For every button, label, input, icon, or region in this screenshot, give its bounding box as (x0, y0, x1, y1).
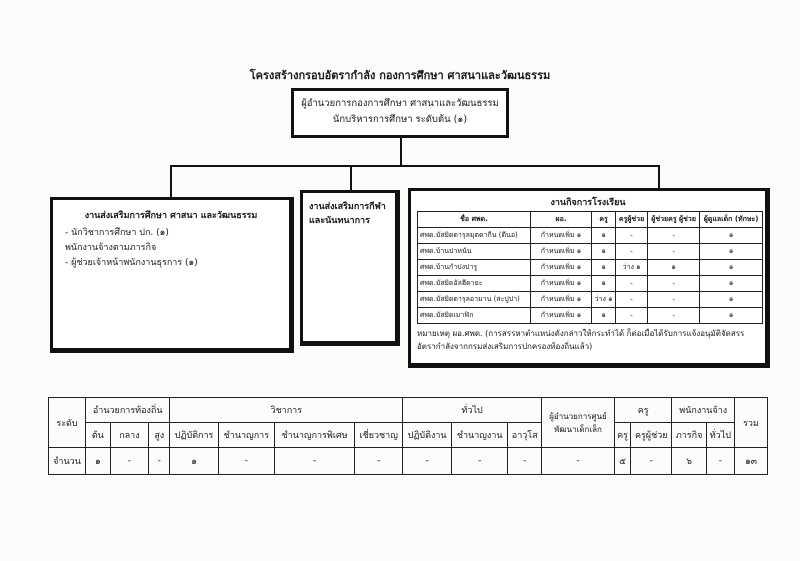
school-name-cell: ศพด.บ้านปาหนัน (418, 244, 531, 260)
sub-header: ปฏิบัติงาน (403, 423, 452, 448)
total-header: รวม (735, 398, 768, 448)
school-name-cell: ศพด.บ้านกำปงปารู (418, 260, 531, 276)
education-promotion-box (50, 197, 294, 353)
sub-header: ชำนาญการ (218, 423, 274, 448)
education-staff-item: พนักงานจ้างตามภารกิจ (65, 243, 157, 253)
summary-value-cell: - (355, 448, 403, 475)
col-header: ผู้ช่วยครู ผู้ช่วย (648, 212, 700, 228)
count-label: จำนวน (49, 448, 86, 475)
school-row (418, 276, 763, 292)
sub-header: ครูผู้ช่วย (631, 423, 672, 448)
school-cell: ๑ (700, 308, 763, 324)
sub-header: อาวุโส (508, 423, 542, 448)
sub-header: ต้น (86, 423, 111, 448)
summary-subheader-row (49, 423, 768, 448)
school-cell: ว่าง ๑ (616, 260, 648, 276)
school-name-cell: ศพด.มัสยิดดารุลอามาน (สะปูปา) (418, 292, 531, 308)
director-title: ผู้อำนวยการกองการศึกษา ศาสนาและวัฒนธรรม (301, 98, 499, 109)
sports-promotion-line2: และนันทนาการ (309, 216, 370, 226)
summary-value-cell: ๕ (614, 448, 630, 475)
summary-value-cell: - (110, 448, 149, 475)
connector-horizontal (170, 165, 660, 167)
level-header: ระดับ (49, 398, 86, 448)
school-cell: - (648, 244, 700, 260)
education-staff-item: - ผู้ช่วยเจ้าหน้าพนักงานธุรการ (๑) (65, 258, 198, 268)
school-cell: กำหนดเพิ่ม ๑ (531, 276, 592, 292)
col-header: ครูผู้ช่วย (616, 212, 648, 228)
director-position: นักบริหารการศึกษา ระดับต้น (๑) (332, 114, 468, 125)
page-title: โครงสร้างกรอบอัตรากำลัง กองการศึกษา ศาสนาและวัฒนธรรม (249, 69, 551, 82)
school-name-cell: ศพด.มัสยิดเมาฟิก (418, 308, 531, 324)
summary-value-cell: - (218, 448, 274, 475)
sub-header: ทั่วไป (706, 423, 734, 448)
school-cell: ๑ (700, 292, 763, 308)
school-row (418, 244, 763, 260)
summary-count-row (49, 448, 768, 475)
director-box (291, 88, 509, 138)
note (417, 327, 759, 353)
school-cell: - (616, 292, 648, 308)
sub-header: ครู (614, 423, 630, 448)
school-cell: กำหนดเพิ่ม ๑ (531, 292, 592, 308)
school-row (418, 292, 763, 308)
summary-value-cell: - (706, 448, 734, 475)
summary-value-cell: - (403, 448, 452, 475)
school-cell: ๑ (592, 276, 616, 292)
sports-promotion-line1: งานส่งเสริมการกีฬา (309, 202, 386, 212)
employee-group-header: พนักงานจ้าง (672, 398, 735, 423)
sub-header: ชำนาญการพิเศษ (274, 423, 354, 448)
summary-value-cell: ๑๓ (735, 448, 768, 475)
school-cell: ว่าง ๑ (592, 292, 616, 308)
school-cell: กำหนดเพิ่ม ๑ (531, 244, 592, 260)
education-staff-item: - นักวิชาการศึกษา ปก. (๑) (65, 228, 169, 238)
school-cell: ๑ (592, 260, 616, 276)
col-header: ครู (592, 212, 616, 228)
school-cell: ๑ (592, 308, 616, 324)
school-table (417, 211, 763, 324)
school-name-cell: ศพด.มัสยิดอัลฮีดายะ (418, 276, 531, 292)
school-cell: กำหนดเพิ่ม ๑ (531, 260, 592, 276)
school-cell: - (648, 228, 700, 244)
academic-group-header: วิชาการ (170, 398, 403, 423)
school-cell: ๑ (592, 244, 616, 260)
sub-header: เชี่ยวชาญ (355, 423, 403, 448)
sports-promotion-box (300, 190, 400, 346)
summary-header-row (49, 398, 768, 423)
school-row (418, 260, 763, 276)
connector-right (658, 165, 660, 188)
school-cell: ๑ (700, 260, 763, 276)
school-table-header (418, 212, 763, 228)
summary-value-cell: ๑ (86, 448, 111, 475)
school-cell: - (648, 308, 700, 324)
sub-header: สูง (149, 423, 170, 448)
school-cell: - (648, 276, 700, 292)
summary-value-cell: - (274, 448, 354, 475)
sub-header: ปฏิบัติการ (170, 423, 218, 448)
connector-left (170, 165, 172, 197)
director-group-header: อำนวยการท้องถิ่น (86, 398, 170, 423)
summary-value-cell: - (541, 448, 614, 475)
sub-header: ภารกิจ (672, 423, 706, 448)
connector-middle (350, 165, 352, 190)
school-cell: กำหนดเพิ่ม ๑ (531, 308, 592, 324)
sub-header: กลาง (110, 423, 149, 448)
sub-header: ชำนาญงาน (451, 423, 508, 448)
col-header: ผอ. (531, 212, 592, 228)
school-row (418, 308, 763, 324)
school-cell: - (616, 228, 648, 244)
education-promotion-heading: งานส่งเสริมการศึกษา ศาสนา และวัฒนธรรม (84, 211, 258, 221)
summary-table (48, 397, 768, 475)
school-cell: - (616, 244, 648, 260)
school-affairs-heading: งานกิจการโรงเรียน (550, 198, 626, 208)
col-header: ชื่อ ศพด. (418, 212, 531, 228)
general-group-header: ทั่วไป (403, 398, 542, 423)
school-cell: ๑ (700, 276, 763, 292)
school-cell: - (648, 292, 700, 308)
school-cell: ๑ (700, 228, 763, 244)
school-cell: - (616, 276, 648, 292)
school-cell: กำหนดเพิ่ม ๑ (531, 228, 592, 244)
school-affairs-box (408, 188, 770, 368)
note-line1: หมายเหตุ ผอ.ศพด. (การสรรหาตำแหน่งดังกล่าวให้กระทำได้ ก็ต่อเมื่อได้รับการแจ้งอนุมัติจัดสรร (417, 329, 745, 338)
school-row (418, 228, 763, 244)
school-cell: ๑ (648, 260, 700, 276)
school-cell: ๑ (700, 244, 763, 260)
col-header: ผู้ดูแลเด็ก (ทักษะ) (700, 212, 763, 228)
summary-value-cell: ๑ (170, 448, 218, 475)
connector-vertical-main (400, 138, 402, 166)
summary-value-cell: - (149, 448, 170, 475)
teacher-group-header: ครู (614, 398, 671, 423)
school-cell: ๑ (592, 228, 616, 244)
summary-value-cell: - (508, 448, 542, 475)
summary-value-cell: - (451, 448, 508, 475)
school-cell: - (616, 308, 648, 324)
school-name-cell: ศพด.มัสยิดดารุลมุตตากีน (ตีนอ) (418, 228, 531, 244)
summary-value-cell: - (631, 448, 672, 475)
note-line2: อัตรากำลังจากกรมส่งเสริมการปกครองท้องถิ่นแล้ว) (417, 342, 593, 351)
summary-value-cell: ๖ (672, 448, 706, 475)
center-director-header: ผู้อำนวยการศูนย์พัฒนาเด็กเล็ก (541, 398, 614, 448)
